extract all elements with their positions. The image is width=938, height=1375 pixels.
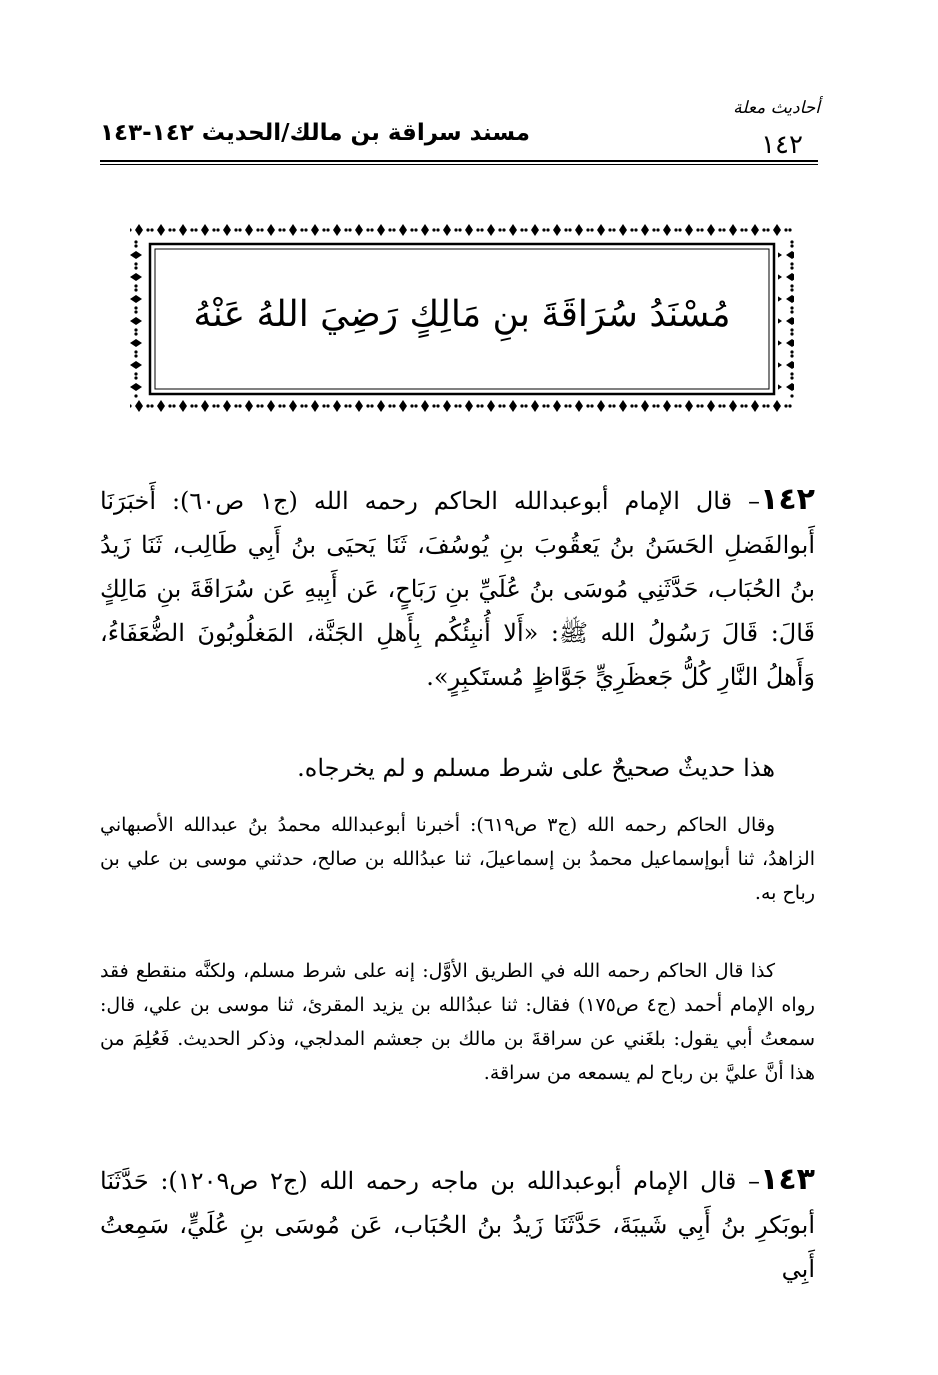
section-title: مسند سراقة بن مالك/الحديث ١٤٢-١٤٣: [100, 120, 530, 146]
hadith-text: – قال الإمام أبوعبدالله بن ماجه رحمه الله (ج٢ ص١٢٠٩): حَدَّثَنَا أبوبَكرِ بنُ أَبِي شَيبَةَ، حَدَّثَنَا زَيدُ بنُ الحُبَاب، عَن مُوسَى بنِ عُلَيٍّ، سَمِعتُ أَبِي: [100, 1167, 815, 1283]
hadith-text: – قال الإمام أبوعبدالله الحاكم رحمه الله (ج١ ص٦٠): أَخبَرَنَا أَبوالفَضلِ الحَسَنُ بنُ يَعقُوبَ بنِ يُوسُفَ، ثَنَا يَحيَى بنُ أَبِي طَالِب، ثَنَا زَيدُ بنُ الحُبَاب، حَدَّثَنِي مُوسَى بنُ عُلَيِّ بنِ رَبَاحٍ، عَن أَبِيهِ عَن سُرَاقَةَ بنِ مَالِكٍ قَالَ: قَالَ رَسُولُ الله ﷺ: «أَلا أُنبِئُكُم بِأَهلِ الجَنَّة، المَغلُوبُونَ الضُّعَفَاءُ، وَأَهلُ النَّارِ كُلُّ جَعظَرِيٍّ جَوَّاظٍ مُستَكبِرٍ».: [100, 487, 816, 691]
ornamental-banner: [128, 222, 796, 416]
note-paragraph: وقال الحاكم رحمه الله (ج٣ ص٦١٩): أخبرنا أبوعبدالله محمدُ بنُ عبدالله الأصبهاني الزاهدُ، ثنا أبوإسماعيل محمدُ بن إسماعيلَ، ثنا عبدُالله بن صالح، حدثني موسى بن علي بن رباح به.: [100, 814, 815, 904]
hadith-143-paragraph: [100, 1158, 815, 1291]
header-rule: [100, 160, 818, 162]
book-title: أحاديث معلة: [733, 98, 820, 118]
grading-paragraph: هذا حديثٌ صحيحٌ على شرط مسلم و لم يخرجاه.: [297, 754, 775, 782]
note-paragraph: كذا قال الحاكم رحمه الله في الطريق الأوَّل: إنه على شرط مسلم، ولكنَّه منقطع فقد رواه الإمام أحمد (ج٤ ص١٧٥) فقال: ثنا عبدُالله بن يزيد المقرئ، ثنا موسى بن علي، قال: سمعتُ أبي يقول: بلغَني عن سراقةَ بن مالك بن جعشم المدلجي، وذكر الحديث. فَعُلِمَ من هذا أنَّ عليَّ بن رباح لم يسمعه من سراقة.: [100, 960, 815, 1084]
header-rule-thin: [100, 164, 818, 165]
hadith-number: ١٤٣: [760, 1162, 815, 1197]
hadith-number: ١٤٢: [760, 482, 815, 517]
banner-title: مُسْنَدُ سُرَاقَةَ بنِ مَالِكٍ رَضِيَ اللهُ عَنْهُ: [193, 294, 731, 335]
hadith-142-paragraph: [100, 478, 815, 699]
page-number: ١٤٢: [761, 130, 803, 160]
